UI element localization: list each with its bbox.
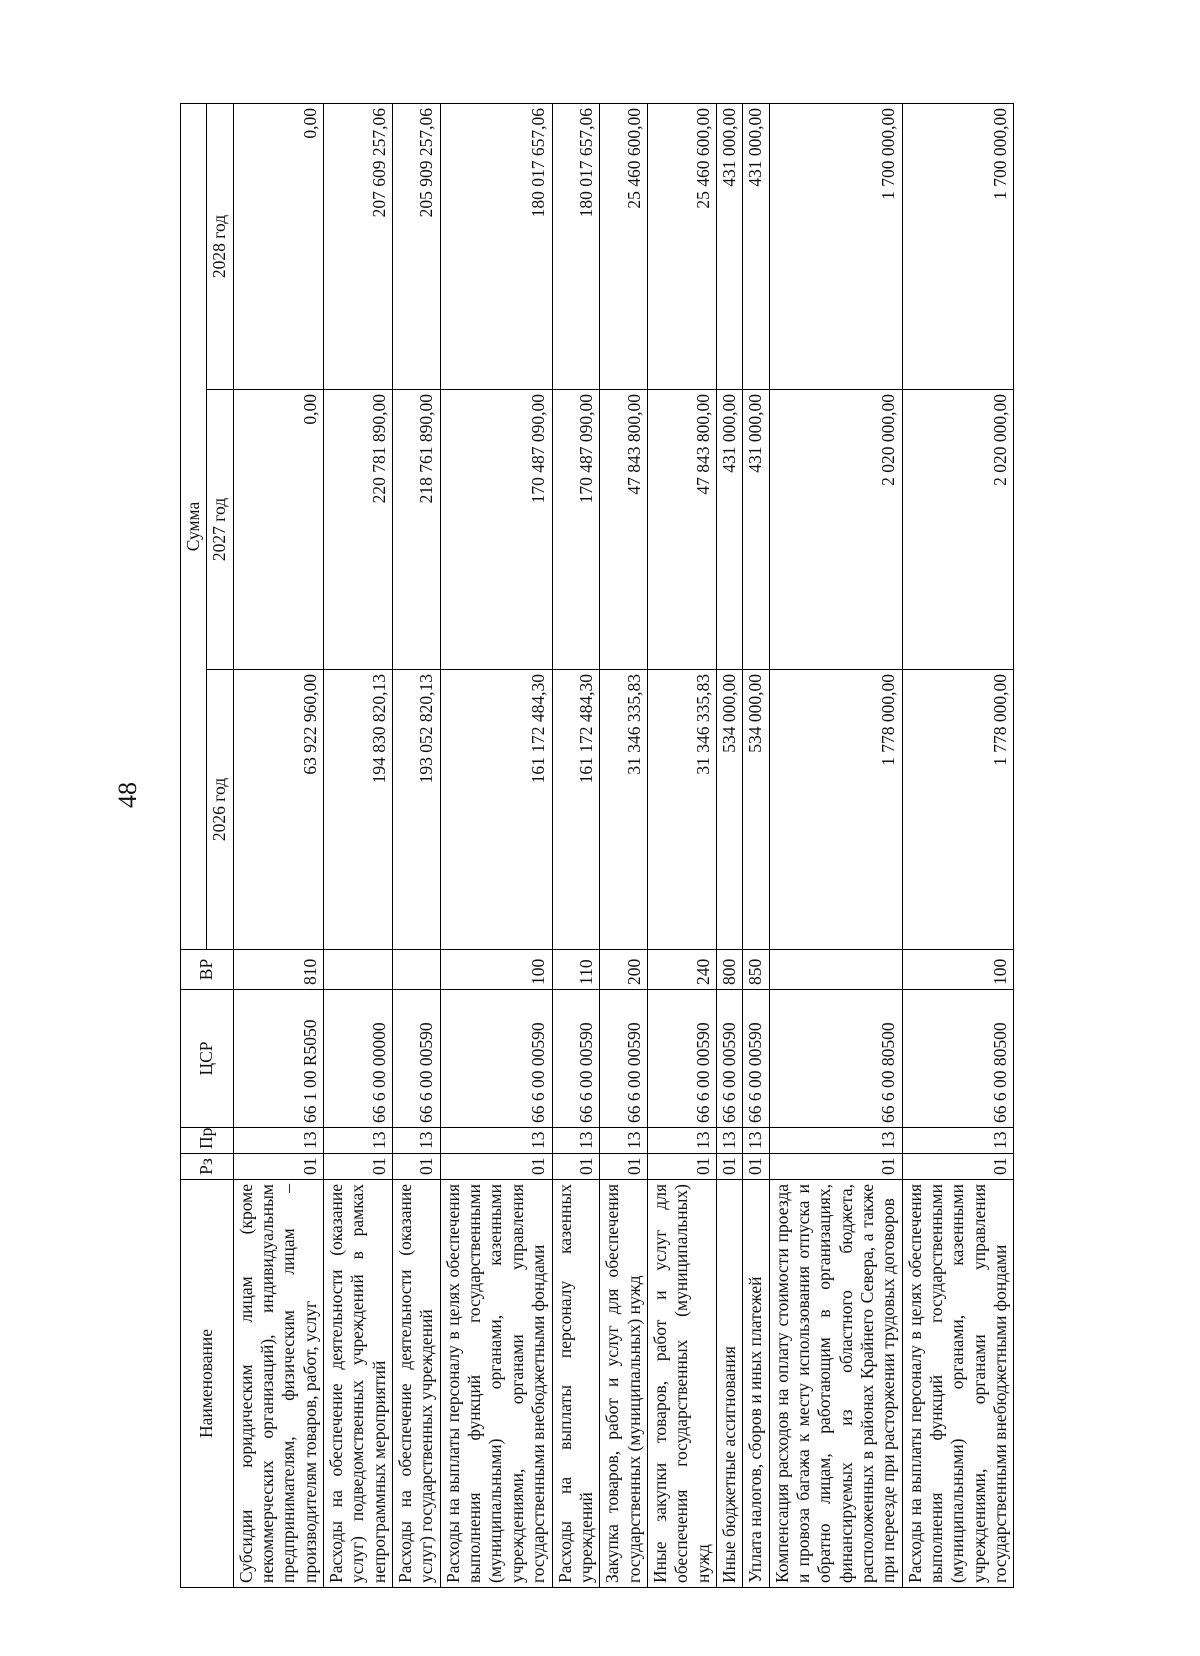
header-csr: ЦСР [181,990,234,1128]
row-vr [324,950,393,990]
table-row [769,103,902,1587]
table-row [716,103,742,1587]
row-amount-2026: 161 172 484,30 [440,670,552,950]
row-vr: 240 [647,950,716,990]
row-rz: 01 [647,1154,716,1180]
row-amount-2028: 0,00 [233,103,323,389]
row-rz: 01 [902,1154,1014,1180]
row-rz: 01 [743,1154,769,1180]
row-amount-2028: 25 460 600,00 [600,103,648,389]
row-csr: 66 6 00 80500 [902,990,1014,1128]
row-rz: 01 [324,1154,393,1180]
row-amount-2027: 431 000,00 [716,390,742,670]
row-amount-2028: 25 460 600,00 [647,103,716,389]
row-vr: 110 [552,950,600,990]
row-csr: 66 6 00 00590 [647,990,716,1128]
row-rz: 01 [233,1154,323,1180]
table-body [233,103,1014,1587]
rotated-page-area [180,104,1130,1588]
row-amount-2027: 47 843 800,00 [647,390,716,670]
row-vr [769,950,902,990]
row-amount-2027: 0,00 [233,390,323,670]
row-csr: 66 6 00 00590 [552,990,600,1128]
row-pr: 13 [743,1128,769,1154]
row-rz: 01 [552,1154,600,1180]
row-amount-2027: 218 761 890,00 [393,390,441,670]
row-name: Уплата налогов, сборов и иных платежей [743,1180,769,1588]
row-pr: 13 [324,1128,393,1154]
row-pr: 13 [647,1128,716,1154]
row-name: Расходы на выплаты персоналу в целях обеспечения выполнения функций государственными (муниципальными) органами, казенными учреждениями, органами управления государственными внебюджетными фондами [902,1180,1014,1588]
table-row [233,103,323,1587]
rotated-content [180,104,1130,1588]
row-vr: 100 [902,950,1014,990]
table-row [902,103,1014,1587]
row-csr: 66 6 00 00590 [600,990,648,1128]
row-amount-2026: 534 000,00 [743,670,769,950]
row-amount-2028: 431 000,00 [743,103,769,389]
table-header [181,103,234,1587]
row-name: Субсидии юридическим лицам (кроме некоммерческих организаций), индивидуальным предпринимателям, физическим лицам – производителям товаров, работ, услуг [233,1180,323,1588]
row-amount-2026: 63 922 960,00 [233,670,323,950]
row-name: Компенсация расходов на оплату стоимости проезда и провоза багажа к месту использования отпуска и обратно лицам, работающим в организациях, финансируемых из областного бюджета, расположенных в районах Крайнего Севера, а также при переезде при расторжении трудовых договоров [769,1180,902,1588]
row-vr: 200 [600,950,648,990]
header-name: Наименование [181,1180,234,1588]
table-row [647,103,716,1587]
row-amount-2028: 180 017 657,06 [440,103,552,389]
row-vr [393,950,441,990]
header-sum: Сумма [181,103,207,949]
row-pr: 13 [600,1128,648,1154]
row-amount-2027: 170 487 090,00 [552,390,600,670]
row-csr: 66 6 00 00590 [393,990,441,1128]
table-row [552,103,600,1587]
header-year-2027: 2027 год [207,390,233,670]
row-csr: 66 6 00 00590 [716,990,742,1128]
row-name: Расходы на выплаты персоналу казенных учреждений [552,1180,600,1588]
row-vr: 800 [716,950,742,990]
row-amount-2027: 170 487 090,00 [440,390,552,670]
row-rz: 01 [769,1154,902,1180]
table-row [393,103,441,1587]
table-row [440,103,552,1587]
row-amount-2027: 2 020 000,00 [769,390,902,670]
row-pr: 13 [440,1128,552,1154]
row-name: Иные бюджетные ассигнования [716,1180,742,1588]
page-number: 48 [113,782,142,808]
row-csr: 66 6 00 80500 [769,990,902,1128]
row-amount-2027: 220 781 890,00 [324,390,393,670]
row-pr: 13 [716,1128,742,1154]
row-name: Иные закупки товаров, работ и услуг для обеспечения государственных (муниципальных) нужд [647,1180,716,1588]
budget-table [180,103,1014,1588]
row-vr: 100 [440,950,552,990]
header-year-2028: 2028 год [207,103,233,389]
row-amount-2026: 31 346 335,83 [600,670,648,950]
row-vr: 810 [233,950,323,990]
row-name: Расходы на обеспечение деятельности (оказание услуг) подведомственных учреждений в рамках непрограммных мероприятий [324,1180,393,1588]
row-csr: 66 6 00 00590 [743,990,769,1128]
row-amount-2026: 193 052 820,13 [393,670,441,950]
header-year-2026: 2026 год [207,670,233,950]
row-amount-2027: 431 000,00 [743,390,769,670]
table-row [600,103,648,1587]
row-amount-2027: 2 020 000,00 [902,390,1014,670]
row-amount-2026: 31 346 335,83 [647,670,716,950]
header-pr: Пр [181,1128,234,1154]
header-rz: Рз [181,1154,234,1180]
row-pr: 13 [552,1128,600,1154]
row-pr: 13 [902,1128,1014,1154]
row-csr: 66 6 00 00590 [440,990,552,1128]
row-amount-2026: 1 778 000,00 [769,670,902,950]
row-amount-2028: 205 909 257,06 [393,103,441,389]
row-amount-2026: 1 778 000,00 [902,670,1014,950]
row-amount-2028: 207 609 257,06 [324,103,393,389]
row-csr: 66 6 00 00000 [324,990,393,1128]
row-amount-2028: 1 700 000,00 [769,103,902,389]
table-row [743,103,769,1587]
row-amount-2026: 194 830 820,13 [324,670,393,950]
row-rz: 01 [440,1154,552,1180]
row-csr: 66 1 00 R5050 [233,990,323,1128]
row-rz: 01 [716,1154,742,1180]
row-amount-2026: 161 172 484,30 [552,670,600,950]
row-pr: 13 [769,1128,902,1154]
row-amount-2027: 47 843 800,00 [600,390,648,670]
row-name: Закупка товаров, работ и услуг для обеспечения государственных (муниципальных) нужд [600,1180,648,1588]
table-row [324,103,393,1587]
row-name: Расходы на выплаты персоналу в целях обеспечения выполнения функций государственными (муниципальными) органами, казенными учреждениями, органами управления государственными внебюджетными фондами [440,1180,552,1588]
row-amount-2026: 534 000,00 [716,670,742,950]
row-amount-2028: 1 700 000,00 [902,103,1014,389]
row-rz: 01 [600,1154,648,1180]
row-amount-2028: 180 017 657,06 [552,103,600,389]
row-rz: 01 [393,1154,441,1180]
header-vr: ВР [181,950,234,990]
row-name: Расходы на обеспечение деятельности (оказание услуг) государственных учреждений [393,1180,441,1588]
row-amount-2028: 431 000,00 [716,103,742,389]
row-vr: 850 [743,950,769,990]
row-pr: 13 [393,1128,441,1154]
row-pr: 13 [233,1128,323,1154]
